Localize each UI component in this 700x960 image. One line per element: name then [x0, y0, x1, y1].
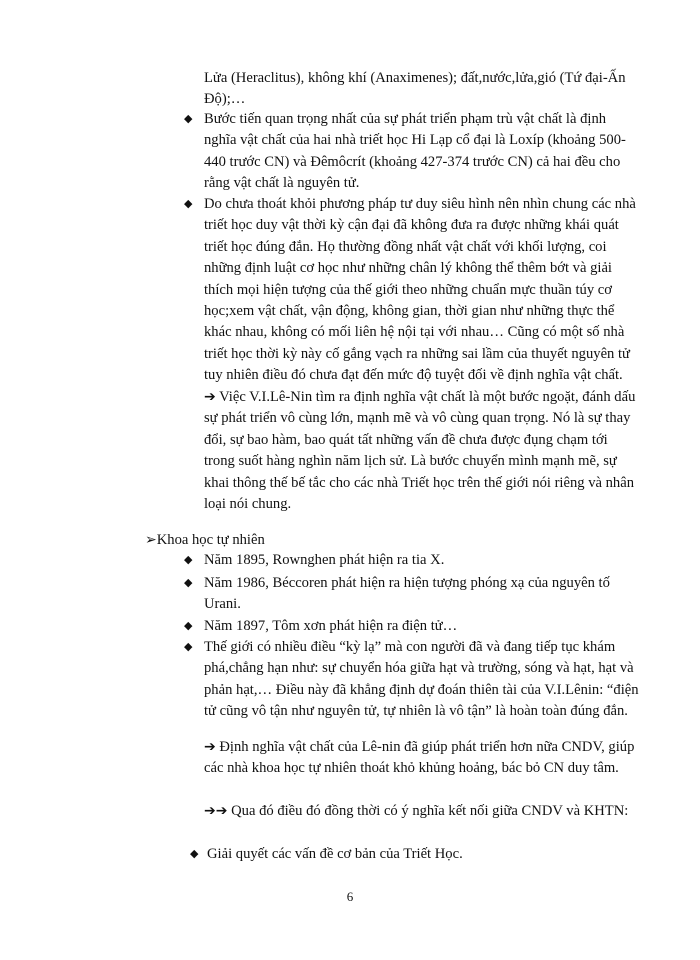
right-arrow-icon: ➔	[204, 389, 216, 405]
page-number: 6	[346, 889, 354, 904]
right-arrow-icon: ➔	[204, 739, 216, 755]
list-item: Thế giới có nhiều điều “kỳ lạ” mà con người đã và đang tiếp tục khám phá,chẳng hạn như: sự chuyển hóa giữa hạt và trường, sóng và hạt, hạt và phản hạt,… Điều này đã khẳng định dự đoán thiên tài của V.I.Lênin: “điện tử cũng vô tận như nguyên tử, tự nhiên là vô tận” là hoàn toàn đúng đắn.	[204, 639, 639, 720]
list-item: Bước tiến quan trọng nhất của sự phát triển phạm trù vật chất là định nghĩa vật chất của hai nhà triết học Hi Lạp cổ đại là Loxíp (khoảng 500-440 trước CN) và Đêmôcrít (khoảng 427-374 trước CN) cả hai đều cho rằng vật chất là nguyên tử.	[204, 111, 626, 192]
diamond-bullet-icon: ◆	[184, 577, 193, 589]
continuation-text: Lửa (Heraclitus), không khí (Anaximenes); đất,nước,lửa,gió (Tứ đại-Ấn Độ);…	[204, 70, 626, 108]
diamond-bullet-icon: ◆	[184, 198, 193, 210]
list-item: Năm 1895, Rownghen phát hiện ra tia X.	[204, 552, 445, 568]
conclusion-paragraph: ➔ Định nghĩa vật chất của Lê-nin đã giúp phát triển hơn nữa CNDV, giúp các nhà khoa học tự nhiên thoát khỏ khủng hoảng, bác bỏ CN duy tâm.	[204, 739, 635, 777]
list-item: Năm 1897, Tôm xơn phát hiện ra điện tử…	[204, 618, 458, 634]
double-right-arrow-icon: ➔➔	[204, 803, 228, 819]
list-item: Do chưa thoát khỏi phương pháp tư duy siêu hình nên nhìn chung các nhà triết học duy vật thời kỳ cận đại đã không đưa ra được những khái quát triết học đúng đắn. Họ thường đồng nhất vật chất với khối lượng, coi những định luật cơ học như những chân lý không thể thêm bớt và giải thích mọi hiện tượng của thế giới theo những chuẩn mực thuần túy cơ học;xem vật chất, vận động, không gian, thời gian như những thực thể khác nhau, không có mối liên hệ nội tại với nhau… Cũng có một số nhà triết học thời kỳ này cố gắng vạch ra những sai lầm của thuyết nguyên tử tuy nhiên điều đó chưa đạt đến mức độ tuyệt đối về định nghĩa vật chất.	[204, 196, 636, 384]
diamond-bullet-icon: ◆	[184, 554, 193, 566]
conclusion-paragraph: ➔➔ Qua đó điều đó đồng thời có ý nghĩa kết nối giữa CNDV và KHTN:	[204, 803, 629, 819]
diamond-bullet-icon: ◆	[184, 620, 193, 632]
list-item: Giải quyết các vấn đề cơ bản của Triết Học.	[207, 846, 463, 862]
section-heading: ➢Khoa học tự nhiên	[145, 532, 265, 548]
list-item: Năm 1986, Béccoren phát hiện ra hiện tượng phóng xạ của nguyên tố Urani.	[204, 575, 610, 613]
diamond-bullet-icon: ◆	[184, 641, 193, 653]
diamond-bullet-icon: ◆	[184, 113, 193, 125]
conclusion-paragraph: ➔ Việc V.I.Lê-Nin tìm ra định nghĩa vật chất là một bước ngoặt, đánh dấu sự phát triển vô cùng lớn, mạnh mẽ và vô cùng quan trọng. Nó là sự thay đổi, sự bao hàm, bao quát tất những vấn đề chưa được đụng chạm tới trong suốt hàng nghìn năm lịch sử. Là bước chuyển mình mạnh mẽ, sự khai thông thế bế tắc cho các nhà Triết học trên thế giới nói riêng và nhân loại nói chung.	[204, 389, 636, 513]
arrowhead-marker-icon: ➢	[145, 532, 157, 548]
diamond-bullet-icon: ◆	[190, 848, 199, 860]
